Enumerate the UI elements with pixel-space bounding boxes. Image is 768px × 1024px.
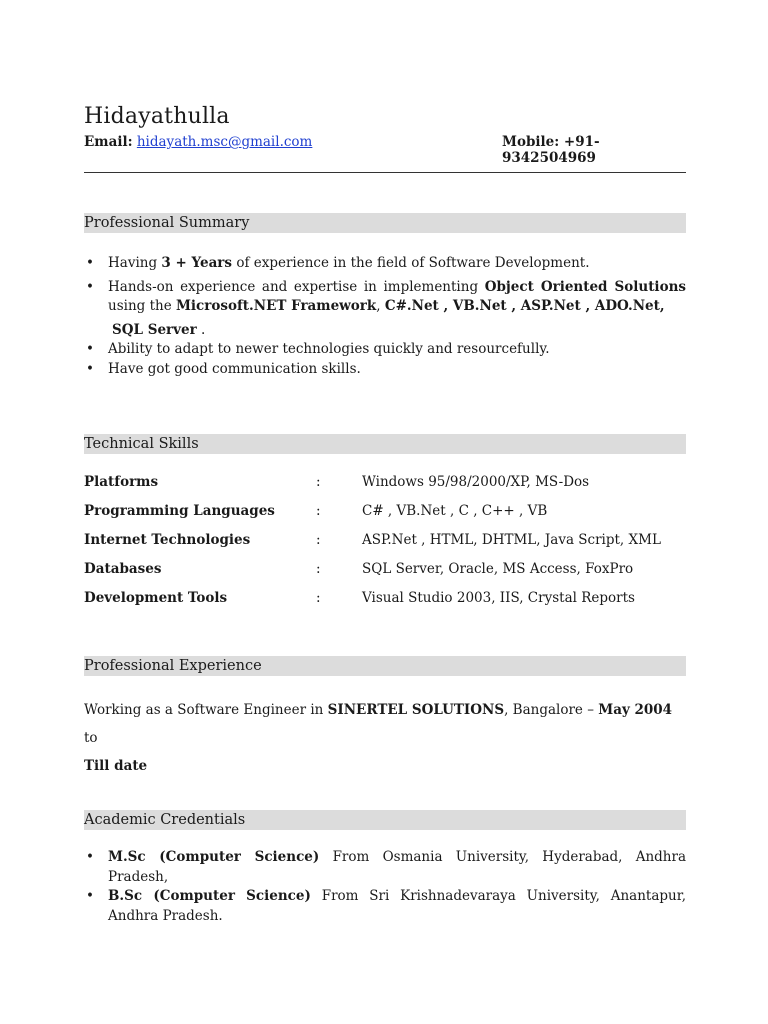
skill-colon: : [316, 590, 321, 606]
email-link[interactable]: hidayath.msc@gmail.com [136, 134, 313, 150]
list-item: • M.Sc (Computer Science) From Osmania University, Hyderabad, Andhra Pradesh, [84, 848, 686, 887]
candidate-name: Hidayathulla [84, 104, 230, 129]
skill-label: Internet Technologies [84, 532, 251, 548]
skill-row [84, 590, 686, 619]
academics-list [84, 848, 686, 926]
skill-value: Visual Studio 2003, IIS, Crystal Reports [362, 590, 635, 606]
header-divider [84, 172, 686, 173]
skill-label: Programming Languages [84, 503, 275, 519]
end-date: Till date [84, 758, 148, 774]
company-name: SINERTEL SOLUTIONS [327, 702, 505, 718]
skill-value: ASP.Net , HTML, DHTML, Java Script, XML [362, 532, 661, 548]
list-item: • B.Sc (Computer Science) From Sri Krishnadevaraya University, Anantapur, Andhra Pradesh. [84, 887, 686, 926]
skill-value: C# , VB.Net , C , C++ , VB [362, 503, 548, 519]
skill-colon: : [316, 561, 321, 577]
section-heading-academic-credentials: Academic Credentials [84, 810, 686, 830]
skill-row [84, 503, 686, 532]
experience-text: Working as a Software Engineer in SINERTEL SOLUTIONS, Bangalore – May 2004 to Till date [84, 702, 673, 774]
skill-row [84, 474, 686, 503]
list-item: • Having 3 + Years of experience in the field of Software Development. [84, 254, 686, 274]
skill-row [84, 561, 686, 590]
section-heading-professional-experience: Professional Experience [84, 656, 686, 676]
section-heading-professional-summary: Professional Summary [84, 213, 686, 233]
degree: B.Sc (Computer Science) [108, 888, 311, 904]
skill-label: Development Tools [84, 590, 228, 606]
skill-value: Windows 95/98/2000/XP, MS-Dos [362, 474, 590, 490]
degree: M.Sc (Computer Science) [108, 849, 320, 865]
start-date: May 2004 [598, 702, 673, 718]
skills-table [84, 474, 686, 619]
summary-list [84, 254, 686, 379]
email-label: Email: [84, 134, 133, 150]
skill-value: SQL Server, Oracle, MS Access, FoxPro [362, 561, 634, 577]
skill-colon: : [316, 474, 321, 490]
skill-colon: : [316, 532, 321, 548]
mobile-number: Mobile: +91-9342504969 [502, 134, 600, 166]
list-item: • Ability to adapt to newer technologies quickly and resourcefully. [84, 340, 686, 360]
section-heading-technical-skills: Technical Skills [84, 434, 686, 454]
skill-row [84, 532, 686, 561]
contact-line [84, 134, 686, 166]
list-item: • Hands-on experience and expertise in implementing Object Oriented Solutions using the Microsoft.NET Framework, C#.Net , VB.Net , ASP.Net , ADO.Net, SQL Server . [84, 278, 686, 341]
skill-label: Platforms [84, 474, 159, 490]
list-item: • Have got good communication skills. [84, 360, 686, 380]
skill-label: Databases [84, 561, 162, 577]
skill-colon: : [316, 503, 321, 519]
